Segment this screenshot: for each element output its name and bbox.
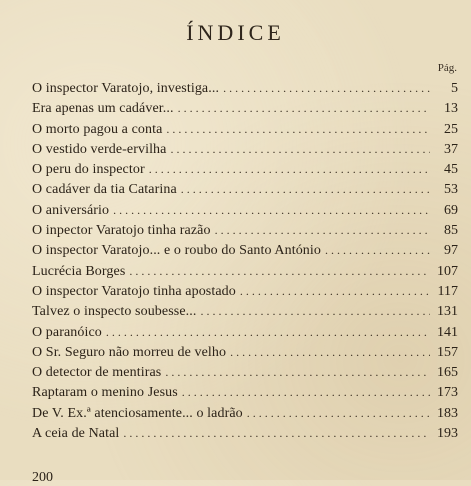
toc-entry-title: Talvez o inspecto soubesse... <box>32 304 197 320</box>
dot-leader <box>181 179 430 199</box>
toc-entry-title: Era apenas um cadáver... <box>32 101 174 117</box>
toc-entry-title: O aniversário <box>32 202 110 218</box>
toc-entry-page: 13 <box>444 101 458 117</box>
dot-leader <box>178 98 430 118</box>
toc-entry <box>32 322 458 342</box>
toc-entry-page: 69 <box>444 202 458 218</box>
toc-entry-title: A ceia de Natal <box>32 426 120 442</box>
toc-entry <box>32 98 458 118</box>
dot-leader <box>240 281 430 301</box>
toc-entry <box>32 423 458 443</box>
dot-leader <box>230 342 430 362</box>
toc-entry-title: Raptaram o menino Jesus <box>32 385 178 401</box>
dot-leader <box>106 322 430 342</box>
toc-entry-page: 173 <box>437 385 458 401</box>
toc-entry-title: Lucrécia Borges <box>32 263 126 279</box>
dot-leader <box>166 119 430 139</box>
page-title: ÍNDICE <box>186 20 285 45</box>
toc-entry <box>32 159 458 179</box>
toc-entry-title: O peru do inspector <box>32 162 145 178</box>
toc-entry <box>32 220 458 240</box>
dot-leader <box>223 78 430 98</box>
toc-entry-page: 157 <box>437 344 458 360</box>
toc-entry-page: 117 <box>437 283 458 299</box>
toc-entry <box>32 139 458 159</box>
dot-leader <box>325 240 430 260</box>
dot-leader <box>247 403 430 423</box>
toc-entry <box>32 240 458 260</box>
page-number: 200 <box>32 470 53 485</box>
toc-entry-page: 97 <box>444 243 458 259</box>
toc-entry-page: 37 <box>444 141 458 157</box>
toc-entry-page: 131 <box>437 304 458 320</box>
dot-leader <box>149 159 430 179</box>
toc-entry <box>32 382 458 402</box>
table-of-contents <box>32 78 458 443</box>
toc-entry-title: O morto pagou a conta <box>32 121 163 137</box>
toc-entry-page: 193 <box>437 426 458 442</box>
toc-entry <box>32 342 458 362</box>
toc-entry-page: 25 <box>444 121 458 137</box>
toc-entry-title: O inspector Varatojo tinha apostado <box>32 283 236 299</box>
toc-entry-title: O vestido verde-ervilha <box>32 141 167 157</box>
toc-entry <box>32 261 458 281</box>
toc-entry <box>32 362 458 382</box>
dot-leader <box>123 423 430 443</box>
toc-entry <box>32 179 458 199</box>
dot-leader <box>170 139 430 159</box>
toc-entry-title: O detector de mentiras <box>32 365 162 381</box>
dot-leader <box>200 301 430 321</box>
toc-entry <box>32 301 458 321</box>
toc-entry <box>32 281 458 301</box>
toc-entry <box>32 78 458 98</box>
dot-leader <box>182 382 430 402</box>
toc-entry-page: 5 <box>451 81 458 96</box>
toc-entry-page: 183 <box>437 405 458 421</box>
toc-entry <box>32 119 458 139</box>
toc-entry-title: O cadáver da tia Catarina <box>32 182 177 198</box>
toc-entry-title: O inspector Varatojo, investiga... <box>32 81 220 96</box>
toc-entry-page: 45 <box>444 162 458 178</box>
dot-leader <box>165 362 430 382</box>
toc-entry-page: 165 <box>437 365 458 381</box>
toc-entry-title: O inpector Varatojo tinha razão <box>32 223 211 239</box>
toc-entry-page: 85 <box>444 223 458 239</box>
toc-entry-title: De V. Ex.ª atenciosamente... o ladrão <box>32 405 243 421</box>
toc-entry-page: 141 <box>437 324 458 340</box>
toc-entry-page: 107 <box>437 263 458 279</box>
dot-leader <box>129 261 430 281</box>
dot-leader <box>113 200 430 220</box>
page-column-label: Pág. <box>437 62 457 74</box>
toc-entry <box>32 403 458 423</box>
toc-entry-page: 53 <box>444 182 458 198</box>
toc-entry-title: O Sr. Seguro não morreu de velho <box>32 344 227 360</box>
dot-leader <box>215 220 430 240</box>
toc-entry <box>32 200 458 220</box>
toc-entry-title: O inspector Varatojo... e o roubo do Santo António <box>32 243 321 259</box>
toc-entry-title: O paranóico <box>32 324 102 340</box>
